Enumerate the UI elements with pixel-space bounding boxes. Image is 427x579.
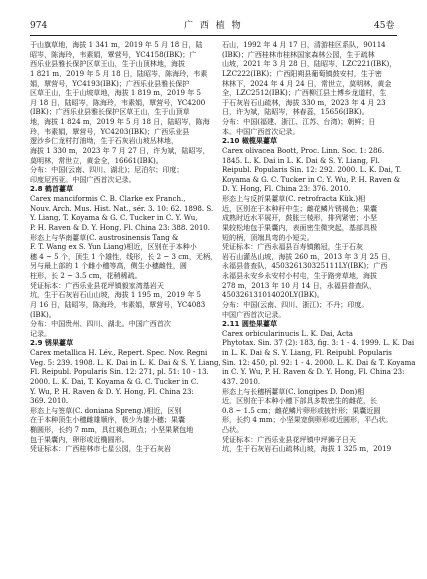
text-line: 于石灰岩石山疏林，海拔 330 m，2023 年 4 月 23 <box>222 97 386 107</box>
text-line: 凭证标本：广西桂林市七星公园，生于石灰岩 <box>30 444 171 454</box>
text-line: 岩石山灌丛山坡，海拔 260 m，2013 年 3 月 25 日， <box>222 251 395 261</box>
text-line: 分布：中国(福建、浙江、江苏、台湾)；朝鲜；日 <box>222 117 376 126</box>
header-rule <box>30 35 397 36</box>
text-line: Koyama & G. C. Tucker in C. Y. Wu, P. H. Raven & <box>222 174 400 184</box>
text-line: 莫明林，常世立，黄金全，16661(IBK)。 <box>30 155 163 165</box>
section-heading: 2.9 锈果薹草 <box>30 338 74 348</box>
text-line: 0.8 ~ 1.5 cm；雌花鳞片卵形或披针形；果囊近圆 <box>222 405 381 415</box>
text-line: 凸状。 <box>222 425 244 434</box>
text-line: Sin. 12: 450, pl. 92: 1 - 4. 2000. L. K. Dai & T. Koyama <box>222 357 416 367</box>
text-line: Y. Liang, T. Koyama & G. C. Tucker in C. Y. Wu, <box>30 213 198 223</box>
text-line: P. H. Raven & D. Y. Hong, Fl. China 23: 388. 2010. <box>30 222 211 232</box>
text-line: 450326131014020LY(IBK)。 <box>222 290 324 300</box>
text-line: 分布：中国贵州、四川、湖北。中国广西首次 <box>30 319 171 329</box>
text-line: 全，LZC2512(IBK)；广西柳江县土博乡龙道村，生 <box>222 88 387 98</box>
text-line: F. T. Wang ex S. Yun Liang)相近，区别在于本种小 <box>30 242 197 252</box>
text-line: Y. Wu, P. H. Raven & D. Y. Hong, Fl. China 23: <box>30 386 194 396</box>
text-line: 形态上与反折果薹草(C. retrofracta Kük.)相 <box>222 194 366 203</box>
text-line: 形，长约 4 mm；小坚果宽倒卵形或近圆形，平凸状。 <box>222 415 393 425</box>
text-line: 山坡，2021 年 3 月 28 日，陆昭岑，LZC221(IBK)， <box>222 59 397 69</box>
text-line: 凭证标本：广西乐业县花坪镇毅家湾基岩天 <box>30 280 164 290</box>
text-line: 中国广西首次记录。 <box>222 309 286 319</box>
text-line: in C. Y. Wu, P. H. Raven & D. Y. Hong, Fl. China 23: <box>222 367 405 377</box>
text-line: 月 16 日，陆昭岑，陈海玲，韦素娟，覃营号，YC4083 <box>30 299 206 309</box>
volume-label: 45卷 <box>374 21 395 31</box>
text-line: 日，许为斌，陆昭岑，林春蕊，15656(IBK)。 <box>222 107 369 117</box>
text-line: 包于果囊内，卵形或近椭圆形。 <box>30 434 129 444</box>
text-line: 1845. L. K. Dai in L. K. Dai & S. Y. Liang, Fl. <box>222 155 380 165</box>
text-line: Fl. Reipubl. Popularis Sin. 12: 271, pl. 51: 10 - 13. <box>30 367 209 377</box>
text-line: 记录。 <box>30 328 52 338</box>
text-line: Carex manciformis C. B. Clarke ex Franch., <box>30 194 186 203</box>
text-line: Nouv. Arch. Mus. Hist. Nat., sér. 3. 10: 62. 1898. S. <box>30 203 214 213</box>
text-line: 柱形，长 2 ~ 3.5 cm，花稍稀疏。 <box>30 271 142 280</box>
text-line: 果较松地包于果囊内，表面密生微突起，基部具极 <box>222 222 378 232</box>
text-line: 本。中国广西首次记录。 <box>222 126 300 136</box>
page-number: 974 <box>30 21 48 31</box>
text-line: 1 821 m，2019 年 5 月 18 日，陆昭岑，陈海玲，韦素 <box>30 68 208 78</box>
text-line: 形态上与长穗柄薹草(C. longipes D. Don)相 <box>222 386 365 396</box>
text-line: 短的柄，顶端具弯的小短尖。 <box>222 232 314 242</box>
text-line: D. Y. Hong, Fl. China 23: 376. 2010. <box>222 184 351 194</box>
text-line: LZC222(IBK)；广西阳朔县葡萄镇鼓安村，生于密 <box>222 68 382 78</box>
text-line: Carex metallica H. Lév., Repert. Spec. Nov. Regni <box>30 348 208 357</box>
text-line: 成熟时近水平展开，鼓胀三棱形，排列紧密；小坚 <box>222 213 378 223</box>
journal-title: 广 西 植 物 <box>184 21 243 31</box>
text-line: 玲，韦素娟，覃营号，YC4203(IBK)；广西乐业县 <box>30 126 190 136</box>
page-header <box>0 0 427 38</box>
section-heading: 2.10 橄榄果薹草 <box>222 136 278 146</box>
text-line: 区草王山，生于山坡草地，海拔 1 819 m，2019 年 5 <box>30 88 201 98</box>
text-line: Veg. 5: 239. 1908. L. K. Dai in L. K. Dai & S. Y. Liang, <box>30 357 221 367</box>
text-line: 椭圆形，长约 7 mm，具红褐色斑点；小坚果紧包地 <box>30 425 194 434</box>
text-line: in L. K. Dai & S. Y. Liang, Fl. Reipubl. Popularis <box>222 348 392 357</box>
text-line: 永福县永安乡永安村小村屯，生于路旁草地，海拔 <box>222 271 378 280</box>
text-line: 永福县普查队，450326130325111LY(IBK)；广西 <box>222 261 388 271</box>
text-line: Phytotax. Sin. 37 (2): 183, fig. 3: 1 - 4. 1999. L. K. Dai <box>222 338 415 348</box>
text-line: Carex olivacea Boott, Proc. Linn. Soc. 1: 286. <box>222 145 385 155</box>
text-line: 月 18 日，陆昭岑，陈海玲，韦素娟，覃营号，YC4200 <box>30 97 206 107</box>
text-line: (IBK)；广西乐业县雅长保护区草王山，生于山顶草 <box>30 107 190 117</box>
text-line: 坑，生于石灰岩石山山坡，海拔 1 195 m，2019 年 5 <box>30 290 201 300</box>
text-line: 分布：中国(云南、四川、浙江)；不丹；印度。 <box>222 299 369 309</box>
text-line: 369. 2010. <box>30 396 69 406</box>
text-line: 437. 2010. <box>222 376 261 386</box>
left-column <box>30 40 221 572</box>
text-line: Reipubl. Popularis Sin. 12: 292. 2000. L. K. Dai, T. <box>222 165 402 175</box>
text-line: 逻沙乡仁龙村打油坳，生于石灰岩山坡丛林地， <box>30 136 178 146</box>
text-line: 凭证标本：广西永福县百寿镇鹅冠，生于石灰 <box>222 242 363 252</box>
right-column <box>222 40 416 572</box>
text-line: 在于本种顶生小穗雌雄顺序，极少为雄小穗；果囊 <box>30 415 186 425</box>
text-line: 海拔 1 330 m，2023 年 7 月 27 日，许为斌，陆昭岑， <box>30 145 210 155</box>
text-line: 凭证标本：广西乐业县花坪镇中坪狮子日天 <box>222 434 356 444</box>
text-line: 近，区别在于本种秆中生；雌花鳞片锈褐色；果囊 <box>222 203 378 213</box>
text-line: 西乐业县雅长保护区草王山，生于山顶林地，海拔 <box>30 59 186 69</box>
text-line: 林林下，2024 年 4 月 24 日，常世立，莫明林，黄金 <box>222 78 392 88</box>
text-line: 穗 4 ~ 5 个，顶生 1 个雄性，线形，长 2 ~ 3 cm，无柄， <box>30 251 218 261</box>
text-line: 昭岑，陈海玲，韦素娟，覃营号，YC4158(IBK)；广 <box>30 49 197 59</box>
text-line: 坑，生于石灰岩石山疏林山坡，海拔 1 325 m，2019 <box>222 444 392 454</box>
text-line: Carex orbicularinucis L. K. Dai, Acta <box>222 328 353 338</box>
text-line: 形态上与签草(C. doniana Spreng.)相近，区别 <box>30 405 182 415</box>
text-line: 于山旗草地，海拔 1 341 m，2019 年 5 月 18 日，陆 <box>30 40 203 49</box>
text-line: 娟，覃营号，YC4193(IBK)；广西乐业县雅长保护 <box>30 78 190 88</box>
text-line: 278 m，2013 年 10 月 14 日，永福县普查队， <box>222 280 377 290</box>
text-line: 地，海拔 1 824 m，2019 年 5 月 18 日，陆昭岑，陈海 <box>30 117 210 126</box>
section-heading: 2.11 圆垫果薹草 <box>222 319 278 329</box>
text-line: 另与最上部的 1 个雌小穗等高，侧生小穗雌性，圆 <box>30 261 187 271</box>
text-line: 近，区别在于本种小穗下部具多数密生的雌花，长 <box>222 396 378 406</box>
text-line: (IBK)；广西桂林市桂林国家森林公园，生于疏林 <box>222 49 375 59</box>
section-heading: 2.8 鹤首薹草 <box>30 184 74 194</box>
text-line: (IBK)。 <box>30 309 56 319</box>
text-line: 2000. L. K. Dai, T. Koyama & G. C. Tucker in C. <box>30 376 199 386</box>
text-line: 印度尼西亚。中国广西首次记录。 <box>30 174 136 184</box>
text-line: 石山，1992 年 4 月 17 日，清游桂区系队，90114 <box>222 40 386 49</box>
text-line: 分布：中国(云南、四川、湖北)；尼泊尔；印度； <box>30 165 184 175</box>
text-line: 形态上与华南薹草(C. austrosinensis Tang & <box>30 232 179 242</box>
